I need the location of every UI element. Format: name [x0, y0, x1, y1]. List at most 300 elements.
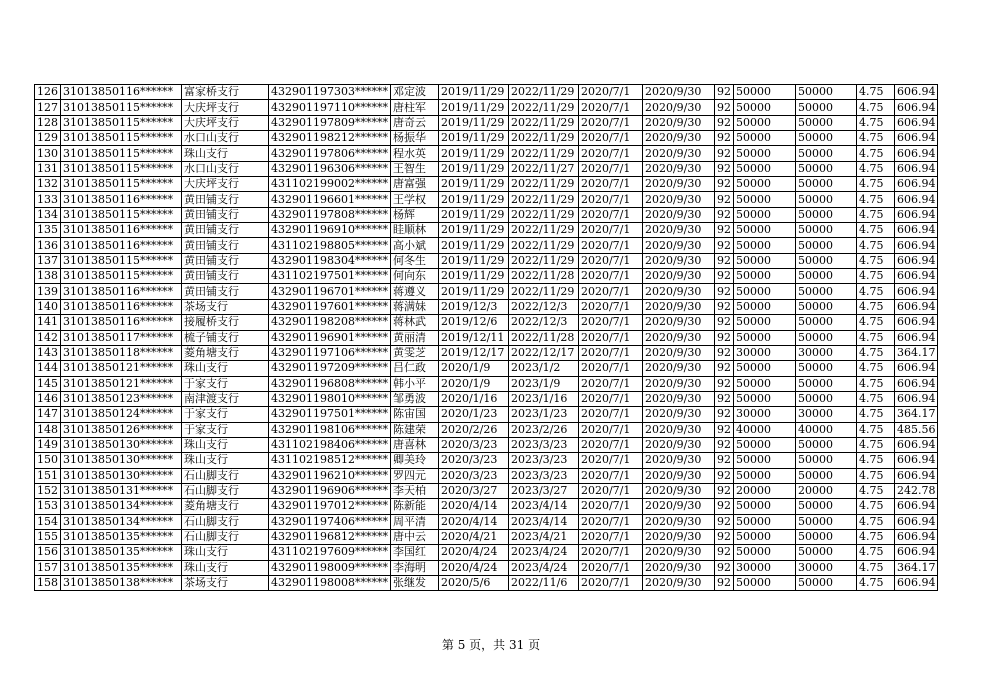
account-number-cell: 31013850115****** — [61, 100, 182, 115]
period-end-cell: 2020/9/30 — [642, 284, 714, 299]
customer-name-cell: 陈宙国 — [390, 407, 438, 422]
table-row — [35, 576, 938, 591]
interest-amount-cell: 606.94 — [894, 514, 938, 529]
balance-cell: 40000 — [795, 422, 856, 437]
account-number-cell: 31013850130****** — [61, 437, 182, 452]
customer-name-cell: 王学权 — [390, 192, 438, 207]
loan-amount-cell: 50000 — [733, 576, 795, 591]
loan-end-date-cell: 2022/11/29 — [508, 253, 578, 268]
id-number-cell: 432901196210****** — [269, 468, 391, 483]
period-end-cell: 2020/9/30 — [642, 361, 714, 376]
customer-name-cell: 高小斌 — [390, 238, 438, 253]
table-row — [35, 330, 938, 345]
interest-amount-cell: 606.94 — [894, 131, 938, 146]
row-number-cell: 150 — [35, 453, 61, 468]
loan-end-date-cell: 2023/3/23 — [508, 468, 578, 483]
loan-start-date-cell: 2019/11/29 — [438, 100, 508, 115]
loan-amount-cell: 20000 — [733, 483, 795, 498]
days-cell: 92 — [714, 345, 733, 360]
loan-amount-cell: 50000 — [733, 269, 795, 284]
id-number-cell: 431102198406****** — [269, 437, 391, 452]
loan-end-date-cell: 2022/11/29 — [508, 131, 578, 146]
balance-cell: 50000 — [795, 499, 856, 514]
loan-start-date-cell: 2019/11/29 — [438, 253, 508, 268]
row-number-cell: 137 — [35, 253, 61, 268]
interest-rate-cell: 4.75 — [856, 207, 894, 222]
customer-name-cell: 张继发 — [390, 576, 438, 591]
row-number-cell: 151 — [35, 468, 61, 483]
loan-end-date-cell: 2023/3/23 — [508, 437, 578, 452]
row-number-cell: 153 — [35, 499, 61, 514]
interest-amount-cell: 606.94 — [894, 238, 938, 253]
row-number-cell: 139 — [35, 284, 61, 299]
loan-amount-cell: 30000 — [733, 407, 795, 422]
balance-cell: 50000 — [795, 146, 856, 161]
account-number-cell: 31013850116****** — [61, 299, 182, 314]
interest-rate-cell: 4.75 — [856, 330, 894, 345]
customer-name-cell: 邓定波 — [390, 85, 438, 100]
customer-name-cell: 王智生 — [390, 161, 438, 176]
period-start-cell: 2020/7/1 — [578, 345, 642, 360]
branch-name-cell: 茶场支行 — [182, 576, 269, 591]
row-number-cell: 154 — [35, 514, 61, 529]
period-end-cell: 2020/9/30 — [642, 192, 714, 207]
row-number-cell: 141 — [35, 315, 61, 330]
branch-name-cell: 菱角塘支行 — [182, 345, 269, 360]
table-row — [35, 146, 938, 161]
loan-end-date-cell: 2023/1/16 — [508, 391, 578, 406]
period-start-cell: 2020/7/1 — [578, 115, 642, 130]
table-row — [35, 269, 938, 284]
customer-name-cell: 杨振华 — [390, 131, 438, 146]
interest-rate-cell: 4.75 — [856, 115, 894, 130]
id-number-cell: 431102197609****** — [269, 545, 391, 560]
period-start-cell: 2020/7/1 — [578, 499, 642, 514]
table-row — [35, 253, 938, 268]
interest-amount-cell: 364.17 — [894, 345, 938, 360]
balance-cell: 50000 — [795, 177, 856, 192]
customer-name-cell: 唐喜林 — [390, 437, 438, 452]
table-row — [35, 207, 938, 222]
loan-start-date-cell: 2020/4/24 — [438, 545, 508, 560]
period-end-cell: 2020/9/30 — [642, 545, 714, 560]
interest-rate-cell: 4.75 — [856, 85, 894, 100]
id-number-cell: 432901196808****** — [269, 376, 391, 391]
id-number-cell: 432901196306****** — [269, 161, 391, 176]
branch-name-cell: 黄田铺支行 — [182, 284, 269, 299]
account-number-cell: 31013850134****** — [61, 499, 182, 514]
loan-amount-cell: 50000 — [733, 361, 795, 376]
interest-rate-cell: 4.75 — [856, 253, 894, 268]
loan-start-date-cell: 2019/11/29 — [438, 115, 508, 130]
account-number-cell: 31013850115****** — [61, 161, 182, 176]
account-number-cell: 31013850135****** — [61, 545, 182, 560]
table-row — [35, 407, 938, 422]
days-cell: 92 — [714, 529, 733, 544]
days-cell: 92 — [714, 545, 733, 560]
customer-name-cell: 卿美玲 — [390, 453, 438, 468]
period-end-cell: 2020/9/30 — [642, 330, 714, 345]
balance-cell: 50000 — [795, 299, 856, 314]
days-cell: 92 — [714, 468, 733, 483]
period-start-cell: 2020/7/1 — [578, 299, 642, 314]
table-row — [35, 545, 938, 560]
balance-cell: 50000 — [795, 376, 856, 391]
period-start-cell: 2020/7/1 — [578, 238, 642, 253]
period-end-cell: 2020/9/30 — [642, 315, 714, 330]
account-number-cell: 31013850130****** — [61, 468, 182, 483]
id-number-cell: 432901198106****** — [269, 422, 391, 437]
interest-amount-cell: 606.94 — [894, 207, 938, 222]
interest-rate-cell: 4.75 — [856, 499, 894, 514]
customer-name-cell: 蒋林武 — [390, 315, 438, 330]
table-body — [35, 85, 938, 591]
period-end-cell: 2020/9/30 — [642, 376, 714, 391]
days-cell: 92 — [714, 453, 733, 468]
period-end-cell: 2020/9/30 — [642, 407, 714, 422]
branch-name-cell: 黄田铺支行 — [182, 192, 269, 207]
period-start-cell: 2020/7/1 — [578, 361, 642, 376]
loan-end-date-cell: 2023/4/14 — [508, 499, 578, 514]
interest-rate-cell: 4.75 — [856, 146, 894, 161]
loan-end-date-cell: 2023/3/23 — [508, 453, 578, 468]
loan-start-date-cell: 2020/5/6 — [438, 576, 508, 591]
loan-end-date-cell: 2022/11/28 — [508, 269, 578, 284]
interest-rate-cell: 4.75 — [856, 529, 894, 544]
interest-amount-cell: 606.94 — [894, 223, 938, 238]
row-number-cell: 147 — [35, 407, 61, 422]
period-end-cell: 2020/9/30 — [642, 453, 714, 468]
customer-name-cell: 李海明 — [390, 560, 438, 575]
loan-amount-cell: 50000 — [733, 391, 795, 406]
interest-rate-cell: 4.75 — [856, 560, 894, 575]
loan-amount-cell: 50000 — [733, 376, 795, 391]
loan-start-date-cell: 2019/11/29 — [438, 161, 508, 176]
table-row — [35, 131, 938, 146]
loan-end-date-cell: 2022/11/29 — [508, 192, 578, 207]
id-number-cell: 432901197209****** — [269, 361, 391, 376]
branch-name-cell: 珠山支行 — [182, 453, 269, 468]
interest-amount-cell: 606.94 — [894, 253, 938, 268]
period-start-cell: 2020/7/1 — [578, 161, 642, 176]
balance-cell: 50000 — [795, 161, 856, 176]
loan-start-date-cell: 2020/1/9 — [438, 376, 508, 391]
loan-start-date-cell: 2019/12/3 — [438, 299, 508, 314]
period-end-cell: 2020/9/30 — [642, 299, 714, 314]
table-row — [35, 560, 938, 575]
branch-name-cell: 菱角塘支行 — [182, 499, 269, 514]
account-number-cell: 31013850123****** — [61, 391, 182, 406]
period-end-cell: 2020/9/30 — [642, 514, 714, 529]
loan-amount-cell: 50000 — [733, 299, 795, 314]
period-start-cell: 2020/7/1 — [578, 207, 642, 222]
balance-cell: 50000 — [795, 391, 856, 406]
period-start-cell: 2020/7/1 — [578, 131, 642, 146]
branch-name-cell: 黄田铺支行 — [182, 207, 269, 222]
days-cell: 92 — [714, 422, 733, 437]
balance-cell: 50000 — [795, 514, 856, 529]
balance-cell: 50000 — [795, 207, 856, 222]
account-number-cell: 31013850116****** — [61, 192, 182, 207]
interest-amount-cell: 242.78 — [894, 483, 938, 498]
branch-name-cell: 珠山支行 — [182, 560, 269, 575]
loan-end-date-cell: 2022/11/29 — [508, 146, 578, 161]
balance-cell: 50000 — [795, 100, 856, 115]
days-cell: 92 — [714, 284, 733, 299]
interest-amount-cell: 606.94 — [894, 529, 938, 544]
interest-rate-cell: 4.75 — [856, 284, 894, 299]
period-start-cell: 2020/7/1 — [578, 223, 642, 238]
loan-amount-cell: 50000 — [733, 177, 795, 192]
interest-rate-cell: 4.75 — [856, 100, 894, 115]
balance-cell: 50000 — [795, 468, 856, 483]
period-end-cell: 2020/9/30 — [642, 253, 714, 268]
loan-amount-cell: 50000 — [733, 330, 795, 345]
id-number-cell: 432901197501****** — [269, 407, 391, 422]
period-end-cell: 2020/9/30 — [642, 238, 714, 253]
interest-amount-cell: 606.94 — [894, 315, 938, 330]
days-cell: 92 — [714, 223, 733, 238]
row-number-cell: 138 — [35, 269, 61, 284]
branch-name-cell: 黄田铺支行 — [182, 253, 269, 268]
balance-cell: 50000 — [795, 85, 856, 100]
loan-end-date-cell: 2023/1/23 — [508, 407, 578, 422]
loan-start-date-cell: 2019/11/29 — [438, 131, 508, 146]
account-number-cell: 31013850116****** — [61, 223, 182, 238]
table-row — [35, 115, 938, 130]
id-number-cell: 432901197601****** — [269, 299, 391, 314]
loan-start-date-cell: 2019/11/29 — [438, 146, 508, 161]
row-number-cell: 133 — [35, 192, 61, 207]
interest-rate-cell: 4.75 — [856, 269, 894, 284]
loan-amount-cell: 50000 — [733, 146, 795, 161]
row-number-cell: 149 — [35, 437, 61, 452]
account-number-cell: 31013850138****** — [61, 576, 182, 591]
period-end-cell: 2020/9/30 — [642, 529, 714, 544]
loan-amount-cell: 50000 — [733, 161, 795, 176]
loan-end-date-cell: 2022/11/29 — [508, 177, 578, 192]
id-number-cell: 432901197808****** — [269, 207, 391, 222]
balance-cell: 50000 — [795, 131, 856, 146]
period-start-cell: 2020/7/1 — [578, 376, 642, 391]
loan-start-date-cell: 2019/12/17 — [438, 345, 508, 360]
id-number-cell: 432901196910****** — [269, 223, 391, 238]
days-cell: 92 — [714, 177, 733, 192]
loan-amount-cell: 50000 — [733, 529, 795, 544]
days-cell: 92 — [714, 269, 733, 284]
loan-amount-cell: 50000 — [733, 284, 795, 299]
id-number-cell: 432901197809****** — [269, 115, 391, 130]
branch-name-cell: 石山脚支行 — [182, 529, 269, 544]
branch-name-cell: 南津渡支行 — [182, 391, 269, 406]
period-start-cell: 2020/7/1 — [578, 330, 642, 345]
period-start-cell: 2020/7/1 — [578, 560, 642, 575]
loan-amount-cell: 50000 — [733, 453, 795, 468]
branch-name-cell: 珠山支行 — [182, 545, 269, 560]
account-number-cell: 31013850116****** — [61, 85, 182, 100]
balance-cell: 50000 — [795, 238, 856, 253]
account-number-cell: 31013850116****** — [61, 238, 182, 253]
customer-name-cell: 黄丽清 — [390, 330, 438, 345]
period-start-cell: 2020/7/1 — [578, 545, 642, 560]
balance-cell: 50000 — [795, 192, 856, 207]
balance-cell: 50000 — [795, 361, 856, 376]
loan-end-date-cell: 2022/11/27 — [508, 161, 578, 176]
loan-start-date-cell: 2019/11/29 — [438, 177, 508, 192]
branch-name-cell: 富家桥支行 — [182, 85, 269, 100]
period-start-cell: 2020/7/1 — [578, 284, 642, 299]
loan-start-date-cell: 2019/11/29 — [438, 238, 508, 253]
loan-end-date-cell: 2023/1/9 — [508, 376, 578, 391]
balance-cell: 50000 — [795, 330, 856, 345]
id-number-cell: 431102198512****** — [269, 453, 391, 468]
row-number-cell: 148 — [35, 422, 61, 437]
row-number-cell: 143 — [35, 345, 61, 360]
loan-end-date-cell: 2022/11/29 — [508, 238, 578, 253]
interest-rate-cell: 4.75 — [856, 514, 894, 529]
interest-rate-cell: 4.75 — [856, 345, 894, 360]
loan-amount-cell: 30000 — [733, 560, 795, 575]
row-number-cell: 131 — [35, 161, 61, 176]
loan-amount-cell: 50000 — [733, 499, 795, 514]
days-cell: 92 — [714, 361, 733, 376]
period-end-cell: 2020/9/30 — [642, 576, 714, 591]
table-row — [35, 315, 938, 330]
id-number-cell: 432901198208****** — [269, 315, 391, 330]
customer-name-cell: 蒋遵义 — [390, 284, 438, 299]
interest-rate-cell: 4.75 — [856, 468, 894, 483]
id-number-cell: 432901197406****** — [269, 514, 391, 529]
loan-end-date-cell: 2022/11/29 — [508, 85, 578, 100]
balance-cell: 50000 — [795, 253, 856, 268]
account-number-cell: 31013850124****** — [61, 407, 182, 422]
id-number-cell: 432901197012****** — [269, 499, 391, 514]
id-number-cell: 432901197110****** — [269, 100, 391, 115]
table-row — [35, 284, 938, 299]
customer-name-cell: 何向东 — [390, 269, 438, 284]
interest-amount-cell: 606.94 — [894, 100, 938, 115]
loan-amount-cell: 50000 — [733, 514, 795, 529]
row-number-cell: 130 — [35, 146, 61, 161]
interest-amount-cell: 485.56 — [894, 422, 938, 437]
loan-start-date-cell: 2019/11/29 — [438, 192, 508, 207]
interest-rate-cell: 4.75 — [856, 131, 894, 146]
period-start-cell: 2020/7/1 — [578, 391, 642, 406]
loan-start-date-cell: 2020/3/23 — [438, 468, 508, 483]
period-start-cell: 2020/7/1 — [578, 468, 642, 483]
period-end-cell: 2020/9/30 — [642, 161, 714, 176]
interest-rate-cell: 4.75 — [856, 407, 894, 422]
days-cell: 92 — [714, 253, 733, 268]
interest-amount-cell: 606.94 — [894, 376, 938, 391]
loan-amount-cell: 50000 — [733, 468, 795, 483]
interest-amount-cell: 606.94 — [894, 177, 938, 192]
customer-name-cell: 何冬生 — [390, 253, 438, 268]
row-number-cell: 152 — [35, 483, 61, 498]
interest-rate-cell: 4.75 — [856, 223, 894, 238]
period-end-cell: 2020/9/30 — [642, 345, 714, 360]
id-number-cell: 432901197303****** — [269, 85, 391, 100]
account-number-cell: 31013850115****** — [61, 177, 182, 192]
interest-rate-cell: 4.75 — [856, 238, 894, 253]
branch-name-cell: 石山脚支行 — [182, 514, 269, 529]
table-row — [35, 453, 938, 468]
interest-rate-cell: 4.75 — [856, 391, 894, 406]
table-row — [35, 514, 938, 529]
period-start-cell: 2020/7/1 — [578, 146, 642, 161]
table-row — [35, 345, 938, 360]
account-number-cell: 31013850116****** — [61, 315, 182, 330]
loan-end-date-cell: 2023/4/24 — [508, 560, 578, 575]
loan-start-date-cell: 2020/1/16 — [438, 391, 508, 406]
interest-amount-cell: 606.94 — [894, 146, 938, 161]
days-cell: 92 — [714, 192, 733, 207]
branch-name-cell: 珠山支行 — [182, 146, 269, 161]
table-row — [35, 376, 938, 391]
customer-name-cell: 陈建荣 — [390, 422, 438, 437]
row-number-cell: 127 — [35, 100, 61, 115]
account-number-cell: 31013850116****** — [61, 284, 182, 299]
loan-end-date-cell: 2022/11/29 — [508, 207, 578, 222]
period-end-cell: 2020/9/30 — [642, 207, 714, 222]
id-number-cell: 432901198212****** — [269, 131, 391, 146]
interest-rate-cell: 4.75 — [856, 437, 894, 452]
interest-rate-cell: 4.75 — [856, 545, 894, 560]
period-start-cell: 2020/7/1 — [578, 437, 642, 452]
days-cell: 92 — [714, 407, 733, 422]
table-row — [35, 177, 938, 192]
balance-cell: 50000 — [795, 115, 856, 130]
branch-name-cell: 珠山支行 — [182, 437, 269, 452]
branch-name-cell: 大庆坪支行 — [182, 115, 269, 130]
account-number-cell: 31013850115****** — [61, 131, 182, 146]
interest-amount-cell: 606.94 — [894, 437, 938, 452]
period-end-cell: 2020/9/30 — [642, 131, 714, 146]
customer-name-cell: 唐柱军 — [390, 100, 438, 115]
period-start-cell: 2020/7/1 — [578, 100, 642, 115]
days-cell: 92 — [714, 330, 733, 345]
loan-amount-cell: 30000 — [733, 345, 795, 360]
balance-cell: 50000 — [795, 453, 856, 468]
period-start-cell: 2020/7/1 — [578, 483, 642, 498]
interest-rate-cell: 4.75 — [856, 453, 894, 468]
row-number-cell: 136 — [35, 238, 61, 253]
row-number-cell: 145 — [35, 376, 61, 391]
loan-end-date-cell: 2022/11/29 — [508, 100, 578, 115]
branch-name-cell: 于家支行 — [182, 422, 269, 437]
interest-rate-cell: 4.75 — [856, 483, 894, 498]
loan-end-date-cell: 2023/4/14 — [508, 514, 578, 529]
period-start-cell: 2020/7/1 — [578, 253, 642, 268]
id-number-cell: 432901198008****** — [269, 576, 391, 591]
period-start-cell: 2020/7/1 — [578, 576, 642, 591]
account-number-cell: 31013850115****** — [61, 253, 182, 268]
loan-end-date-cell: 2022/11/29 — [508, 223, 578, 238]
interest-rate-cell: 4.75 — [856, 299, 894, 314]
loan-amount-cell: 50000 — [733, 192, 795, 207]
row-number-cell: 135 — [35, 223, 61, 238]
days-cell: 92 — [714, 146, 733, 161]
loan-amount-cell: 50000 — [733, 223, 795, 238]
loan-amount-cell: 50000 — [733, 253, 795, 268]
loan-amount-cell: 50000 — [733, 238, 795, 253]
loan-amount-cell: 50000 — [733, 207, 795, 222]
id-number-cell: 431102199002****** — [269, 177, 391, 192]
id-number-cell: 432901198010****** — [269, 391, 391, 406]
row-number-cell: 142 — [35, 330, 61, 345]
id-number-cell: 432901196701****** — [269, 284, 391, 299]
row-number-cell: 132 — [35, 177, 61, 192]
